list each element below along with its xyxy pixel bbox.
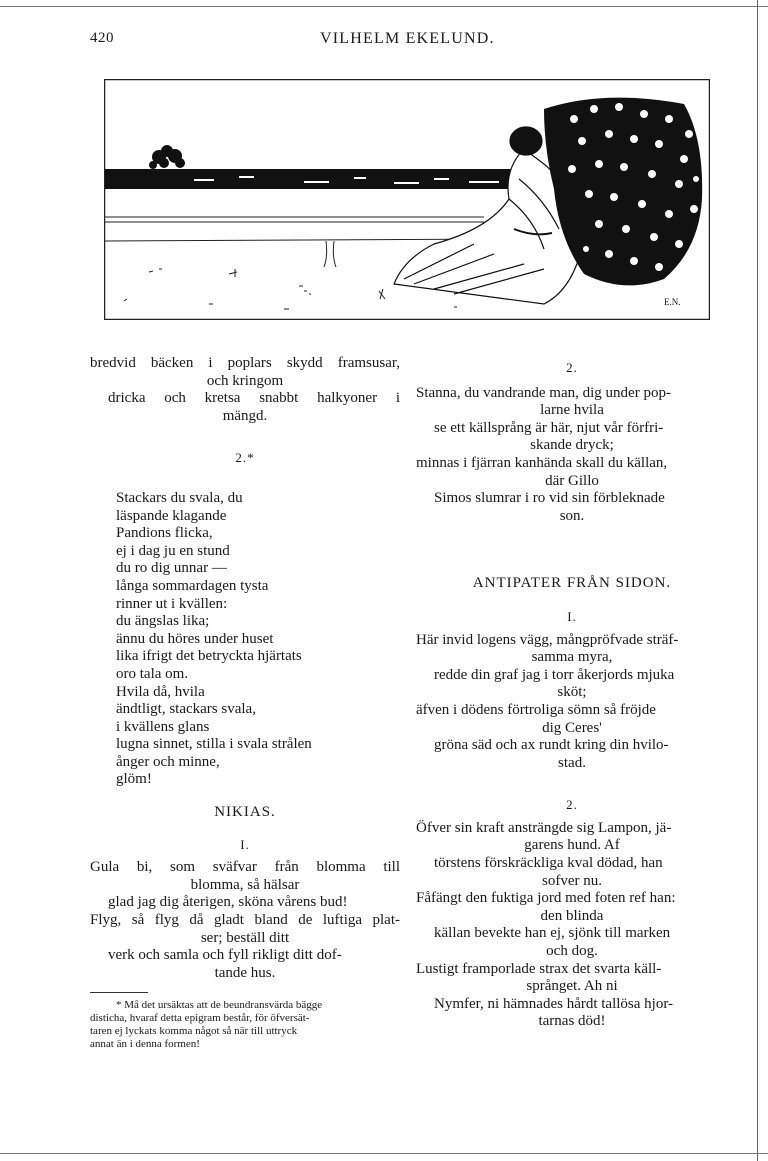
poem-line: redde din graf jag i torr åkerjords mjuka — [434, 666, 675, 683]
poem-line: ändtligt, stackars svala, — [116, 701, 256, 718]
footnote-rule — [90, 992, 148, 993]
poem-line: ej i dag ju en stund — [116, 542, 230, 559]
poem-line: långa sommardagen tysta — [116, 577, 269, 594]
poem-line: larne hvila — [540, 402, 604, 419]
illustration-monogram: E.N. — [664, 297, 681, 307]
nikias-poem-1 — [90, 859, 400, 982]
poem-line: Gula bi, som sväfvar från blomma till — [90, 859, 400, 876]
poem-line: samma myra, — [531, 649, 613, 666]
scan-frame-top — [0, 6, 768, 7]
poem-line: Flyg, så flyg då gladt bland de luftiga plat- — [90, 912, 400, 929]
poem-line: mängd. — [222, 407, 268, 424]
poem-line: oro tala om. — [116, 665, 189, 682]
poem-line: källan bevekte han ej, sjönk till marken — [434, 925, 671, 942]
poem-line: sofver nu. — [542, 872, 602, 889]
section-heading-antipater: ANTIPATER FRÅN SIDON. — [472, 575, 672, 592]
right-column — [416, 355, 728, 1031]
scan-frame-right — [757, 0, 758, 1161]
poem-line: ånger och minne, — [116, 753, 220, 770]
footnote-line: disticha, hvaraf detta epigram består, för öfversät- — [90, 1012, 310, 1025]
antipater-poem-1 — [416, 632, 728, 773]
section-number: I. — [567, 608, 577, 624]
poem-line: stad. — [558, 754, 586, 771]
nikias-poem-2 — [416, 385, 728, 526]
poem-line: sköt; — [557, 684, 587, 701]
poem-line: Stanna, du vandrande man, dig under pop- — [416, 384, 671, 401]
section-number: 2.* — [235, 450, 255, 466]
left-column — [90, 355, 400, 1051]
poem-line: glöm! — [116, 771, 152, 788]
poem-line: glad jag dig återigen, sköna vårens bud! — [108, 894, 348, 911]
poem-line: tarnas död! — [538, 1013, 606, 1030]
section-number: I. — [240, 836, 250, 852]
poem-line: Nymfer, ni hämnades hårdt tallösa hjor- — [434, 995, 674, 1012]
illustration-drawing — [104, 79, 710, 320]
poem-line: läspande klagande — [116, 507, 227, 524]
poem-line: Pandions flicka, — [116, 525, 213, 542]
scan-frame-bottom — [0, 1153, 768, 1154]
header-illustration — [104, 79, 710, 320]
footnote — [90, 999, 400, 1051]
footnote-line: annat än i denna formen! — [90, 1038, 200, 1051]
poem-line: du ängslas lika; — [116, 613, 210, 630]
poem-line: äfven i dödens förtroliga sömn så fröjde — [416, 701, 656, 718]
poem-line: tande hus. — [214, 964, 276, 981]
poem-line: ännu du höres under huset — [116, 630, 274, 647]
section-heading-nikias: NIKIAS. — [214, 804, 276, 821]
poem-line: Fåfängt den fuktiga jord med foten ref han: — [416, 890, 676, 907]
poem-line: Hvila då, hvila — [116, 683, 205, 700]
poem-line: törstens förskräckliga kval dödad, han — [434, 855, 663, 872]
poem-line: dricka och kretsa snabbt halkyoner i — [108, 390, 400, 407]
poem-line: skande dryck; — [530, 437, 614, 454]
poem-line: och kringom — [206, 372, 284, 389]
poem-line: Simos slumrar i ro vid sin förbleknade — [434, 490, 665, 507]
poem-line: garens hund. Af — [524, 837, 620, 854]
poem-line: Här invid logens vägg, mångpröfvade sträf- — [416, 631, 679, 648]
poem-line: du ro dig unnar — — [116, 560, 227, 577]
poem-line: och dog. — [546, 943, 598, 960]
poem-line: lugna sinnet, stilla i svala strålen — [116, 736, 312, 753]
poem-line: Stackars du svala, du — [116, 489, 243, 506]
section-number: 2. — [566, 360, 578, 375]
poem-line: där Gillo — [545, 472, 599, 489]
antipater-poem-2 — [416, 820, 728, 1031]
poem-line: verk och samla och fyll rikligt ditt dof- — [108, 947, 342, 964]
poem-line: rinner ut i kvällen: — [116, 595, 228, 612]
water-band — [105, 169, 565, 189]
poem-line: den blinda — [540, 907, 604, 924]
poem-line: Öfver sin kraft ansträngde sig Lampon, jä- — [416, 819, 672, 836]
footnote-line: * Må det ursäktas att de beundransvärda bägge — [116, 999, 323, 1012]
poem-line: se ett källsprång är här, njut vår förfri- — [434, 419, 664, 436]
poem-line: ser; beställ ditt — [200, 929, 290, 946]
running-title: VILHELM EKELUND. — [320, 30, 495, 47]
poem-line: son. — [559, 507, 585, 524]
poem-line: gröna säd och ax rundt kring din hvilo- — [434, 737, 669, 754]
section-number: 2. — [566, 797, 578, 813]
page-number: 420 — [90, 30, 114, 46]
poem-continuation — [90, 355, 400, 425]
poem-line: språnget. Ah ni — [526, 978, 618, 995]
poem-line: lika ifrigt det betryckta hjärtats — [116, 648, 302, 665]
poem-line: bredvid bäcken i poplars skydd framsusar, — [90, 355, 400, 371]
poem-line: blomma, så hälsar — [190, 876, 300, 893]
footnote-line: taren ej lyckats komma något så när till uttryck — [90, 1025, 298, 1038]
poem-line: Lustigt framporlade strax det svarta käll- — [416, 960, 662, 977]
swallow-poem — [90, 490, 400, 789]
poem-line: minnas i fjärran kanhända skall du källan, — [416, 454, 668, 471]
poem-line: i kvällens glans — [116, 718, 210, 735]
poem-line: dig Ceres' — [542, 719, 602, 736]
